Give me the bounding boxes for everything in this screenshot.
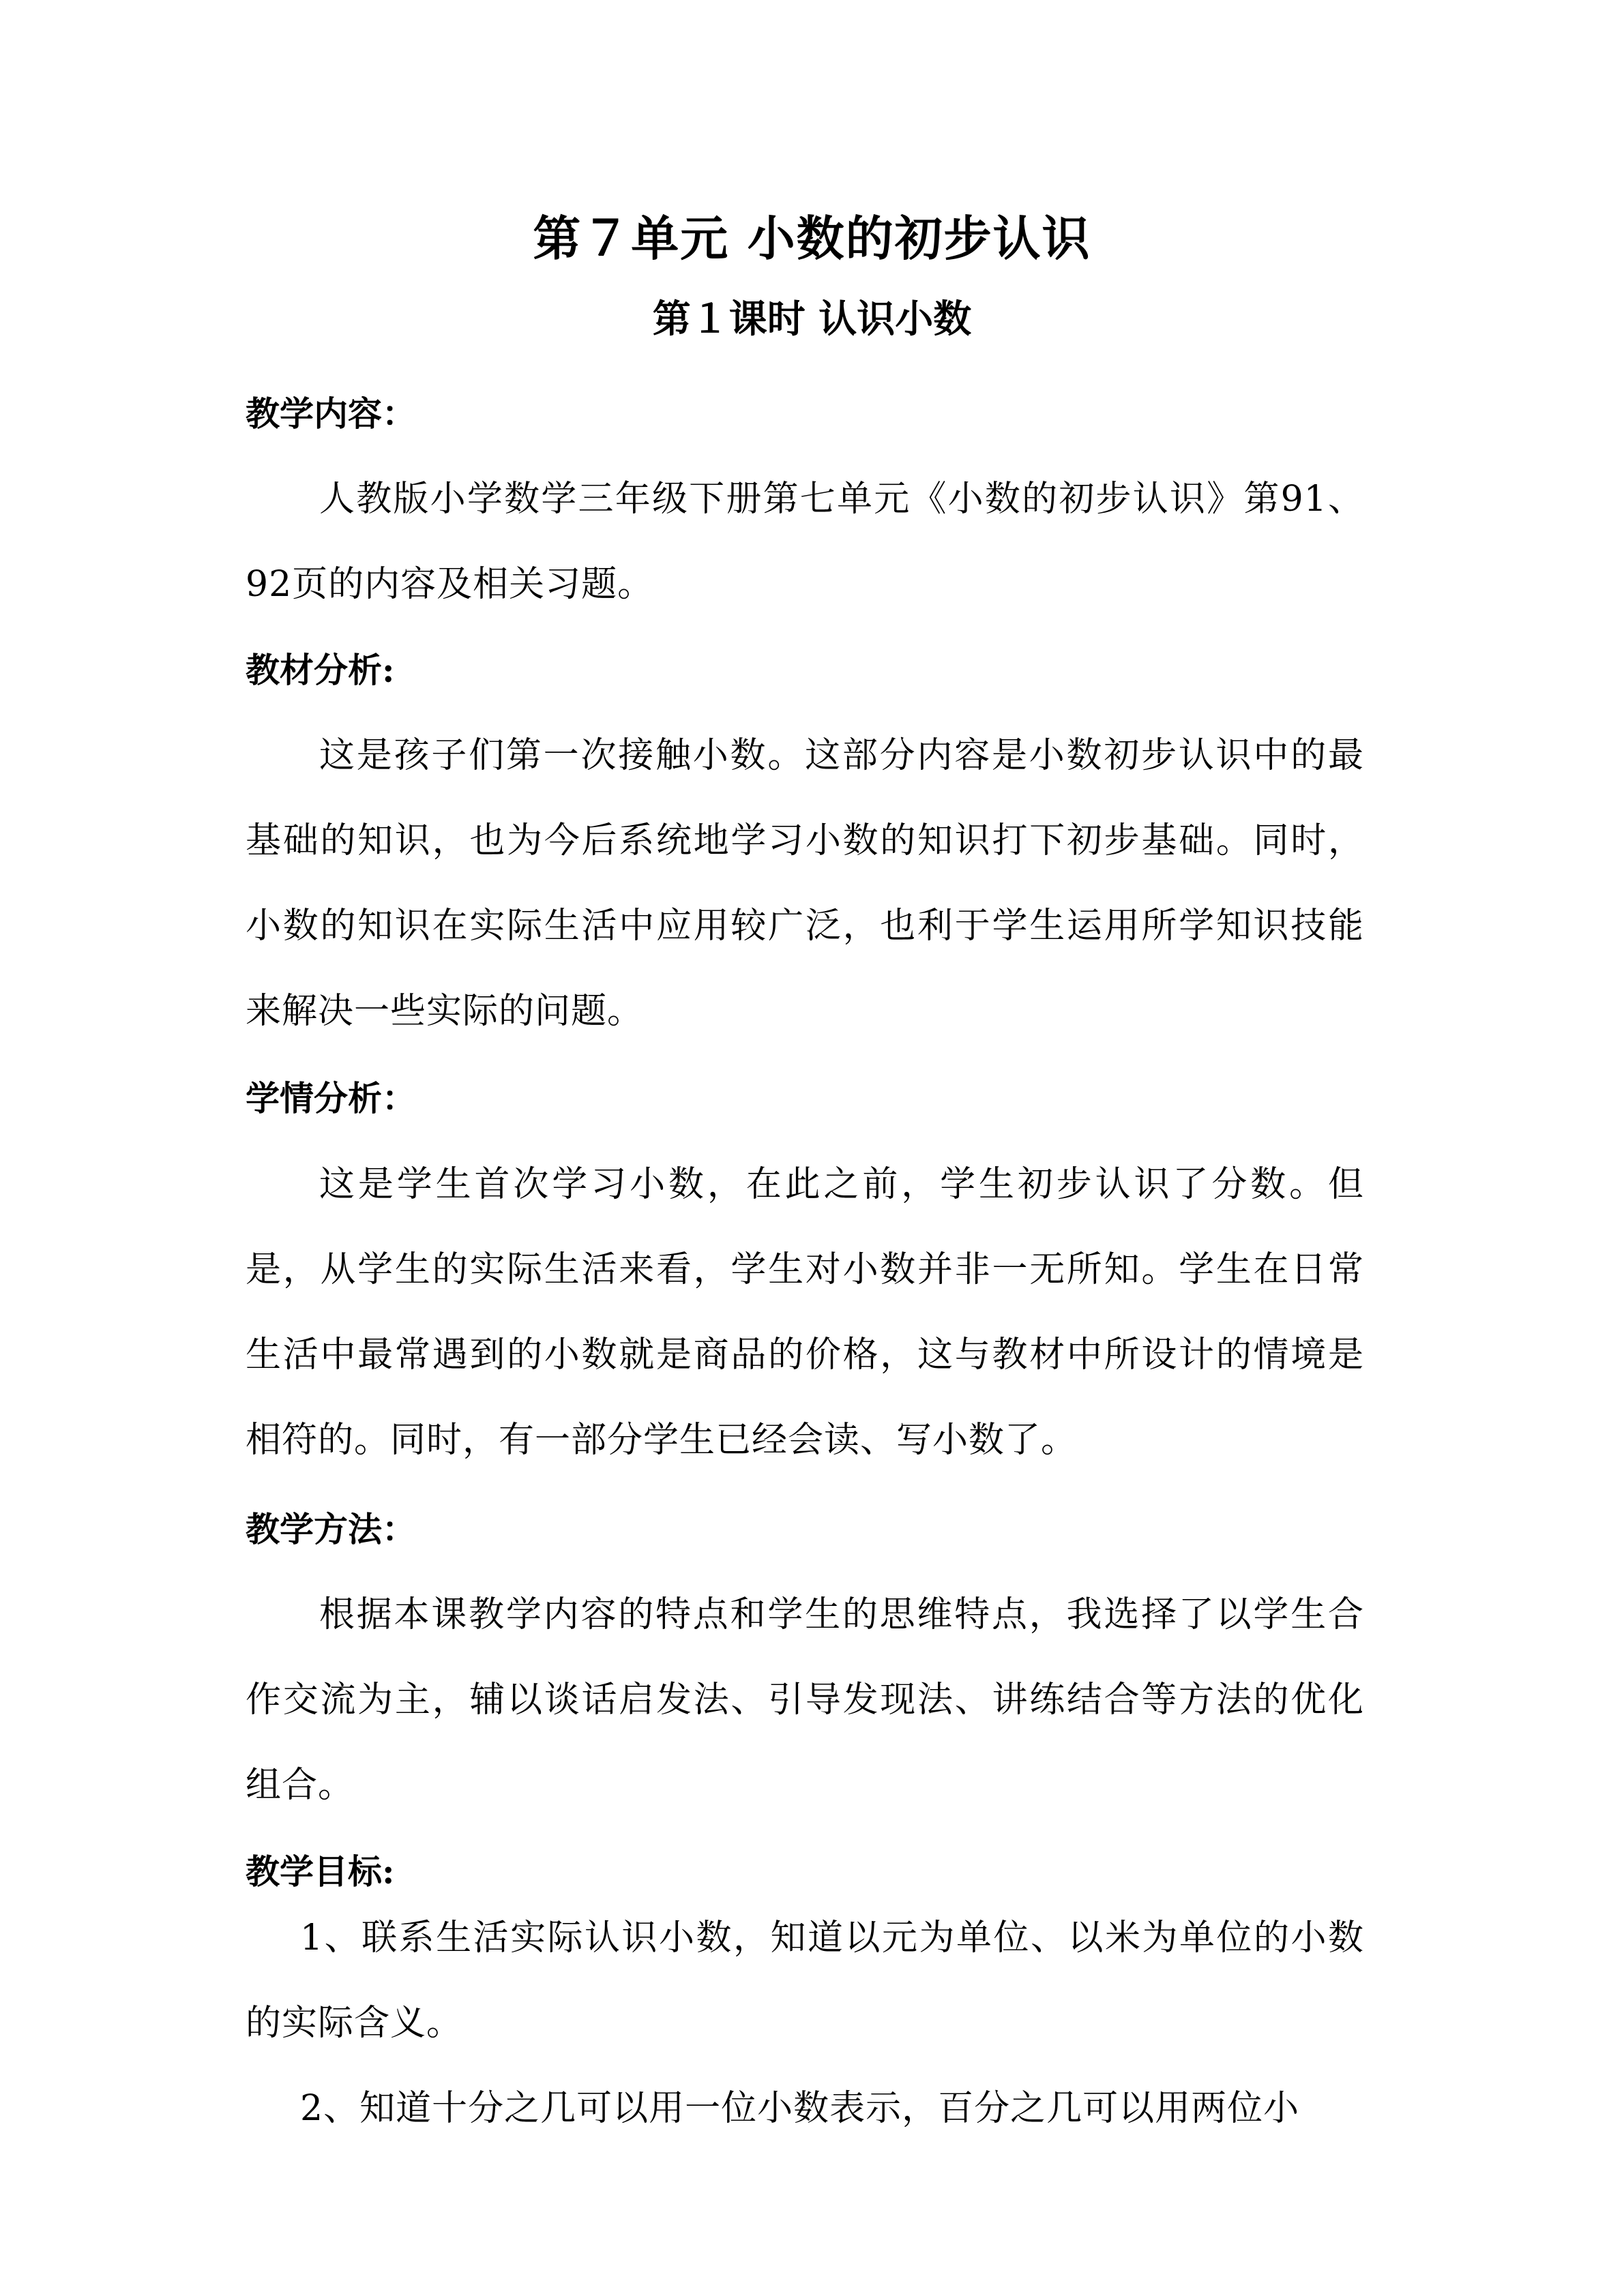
section-text-method: 根据本课教学内容的特点和学生的思维特点，我选择了以学生合作交流为主，辅以谈话启发法、引导发现法、讲练结合等方法的优化组合。 — [246, 1594, 1364, 1806]
goal-item: 2、知道十分之几可以用一位小数表示，百分之几可以用两位小 — [300, 2088, 1300, 2129]
lesson-title: 第１课时 认识小数 — [652, 297, 972, 342]
section-heading-goals: 教学目标: — [246, 1851, 395, 1892]
section-text-analysis: 这是孩子们第一次接触小数。这部分内容是小数初步认识中的最基础的知识，也为今后系统地学习小数的知识打下初步基础。同时，小数的知识在实际生活中应用较广泛，也利于学生运用所学知识技能来解决一些实际的问题。 — [246, 735, 1364, 1032]
section-text-learner: 这是学生首次学习小数，在此之前，学生初步认识了分数。但是，从学生的实际生活来看，学生对小数并非一无所知。学生在日常生活中最常遇到的小数就是商品的价格，这与教材中所设计的情境是相符的。同时，有一部分学生已经会读、写小数了。 — [246, 1164, 1364, 1461]
section-heading-method: 教学方法： — [246, 1509, 416, 1549]
section-heading-analysis: 教材分析: — [246, 650, 395, 690]
goal-item: 1、联系生活实际认识小数，知道以元为单位、以米为单位的小数的实际含义。 — [246, 1918, 1364, 2044]
section-heading-learner: 学情分析： — [246, 1078, 416, 1118]
unit-title: 第７单元 小数的初步认识 — [533, 210, 1091, 267]
section-heading-content: 教学内容： — [246, 393, 416, 434]
section-text-content: 人教版小学数学三年级下册第七单元《小数的初步认识》第91、92页的内容及相关习题。 — [246, 479, 1364, 605]
